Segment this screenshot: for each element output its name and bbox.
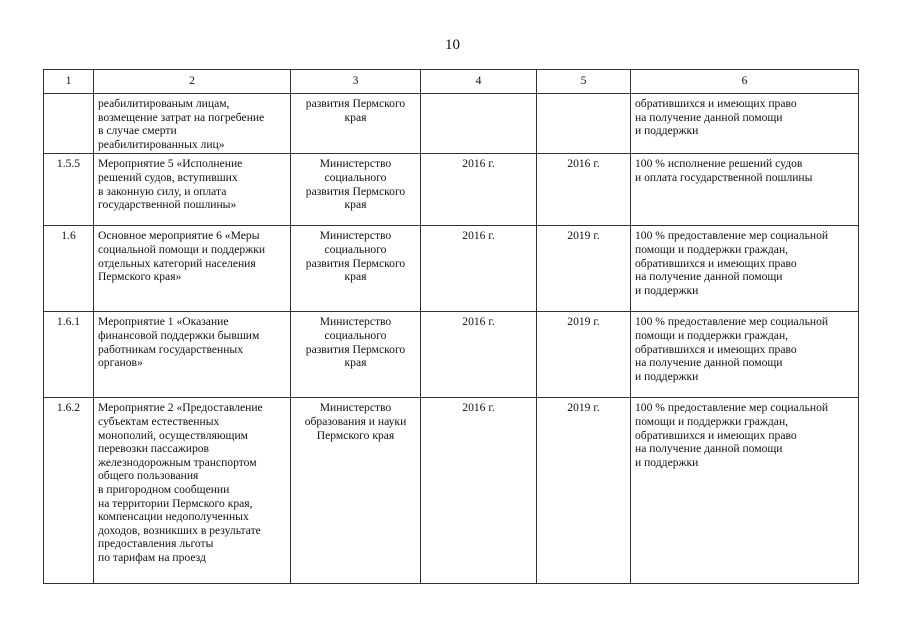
executor: Министерство образования и науки Пермского края	[291, 398, 421, 584]
end-year	[537, 94, 631, 154]
expected-result: 100 % предоставление мер социальной помощи и поддержки граждан, обратившихся и имеющих право на получение данной помощи и поддержки	[631, 226, 859, 312]
activity-name: Мероприятие 1 «Оказание финансовой поддержки бывшим работникам государственных органов»	[94, 312, 291, 398]
activity-name: Мероприятие 2 «Предоставление субъектам естественных монополий, осуществляющим перевозки пассажиров железнодорожным транспортом общего пользования в пригородном сообщении на территории Пермского края, компенсации недополученных доходов, возникших в результате предоставления льготы по тарифам на проезд	[94, 398, 291, 584]
expected-result: 100 % исполнение решений судов и оплата государственной пошлины	[631, 154, 859, 226]
column-header: 3	[291, 70, 421, 94]
row-number: 1.5.5	[44, 154, 94, 226]
executor: развития Пермского края	[291, 94, 421, 154]
end-year: 2019 г.	[537, 226, 631, 312]
executor: Министерство социального развития Пермского края	[291, 154, 421, 226]
column-header: 5	[537, 70, 631, 94]
end-year: 2019 г.	[537, 312, 631, 398]
activity-name: реабилитированым лицам, возмещение затрат на погребение в случае смерти реабилитированных лиц»	[94, 94, 291, 154]
executor: Министерство социального развития Пермского края	[291, 312, 421, 398]
start-year: 2016 г.	[421, 312, 537, 398]
row-number	[44, 94, 94, 154]
row-number: 1.6	[44, 226, 94, 312]
start-year	[421, 94, 537, 154]
page-number: 10	[445, 37, 460, 53]
activity-name: Основное мероприятие 6 «Меры социальной помощи и поддержки отдельных категорий населения Пермского края»	[94, 226, 291, 312]
table-row	[44, 226, 859, 312]
start-year: 2016 г.	[421, 154, 537, 226]
row-number: 1.6.2	[44, 398, 94, 584]
expected-result: 100 % предоставление мер социальной помощи и поддержки граждан, обратившихся и имеющих право на получение данной помощи и поддержки	[631, 398, 859, 584]
table-header-row	[44, 70, 859, 94]
activity-name: Мероприятие 5 «Исполнение решений судов, вступивших в законную силу, и оплата государственной пошлины»	[94, 154, 291, 226]
start-year: 2016 г.	[421, 398, 537, 584]
end-year: 2019 г.	[537, 398, 631, 584]
column-header: 6	[631, 70, 859, 94]
expected-result: 100 % предоставление мер социальной помощи и поддержки граждан, обратившихся и имеющих право на получение данной помощи и поддержки	[631, 312, 859, 398]
activities-table	[43, 69, 859, 584]
column-header: 4	[421, 70, 537, 94]
end-year: 2016 г.	[537, 154, 631, 226]
start-year: 2016 г.	[421, 226, 537, 312]
executor: Министерство социального развития Пермского края	[291, 226, 421, 312]
table-row	[44, 94, 859, 154]
column-header: 2	[94, 70, 291, 94]
table-row	[44, 312, 859, 398]
column-header: 1	[44, 70, 94, 94]
row-number: 1.6.1	[44, 312, 94, 398]
table-row	[44, 398, 859, 584]
expected-result: обратившихся и имеющих право на получение данной помощи и поддержки	[631, 94, 859, 154]
table-row	[44, 154, 859, 226]
